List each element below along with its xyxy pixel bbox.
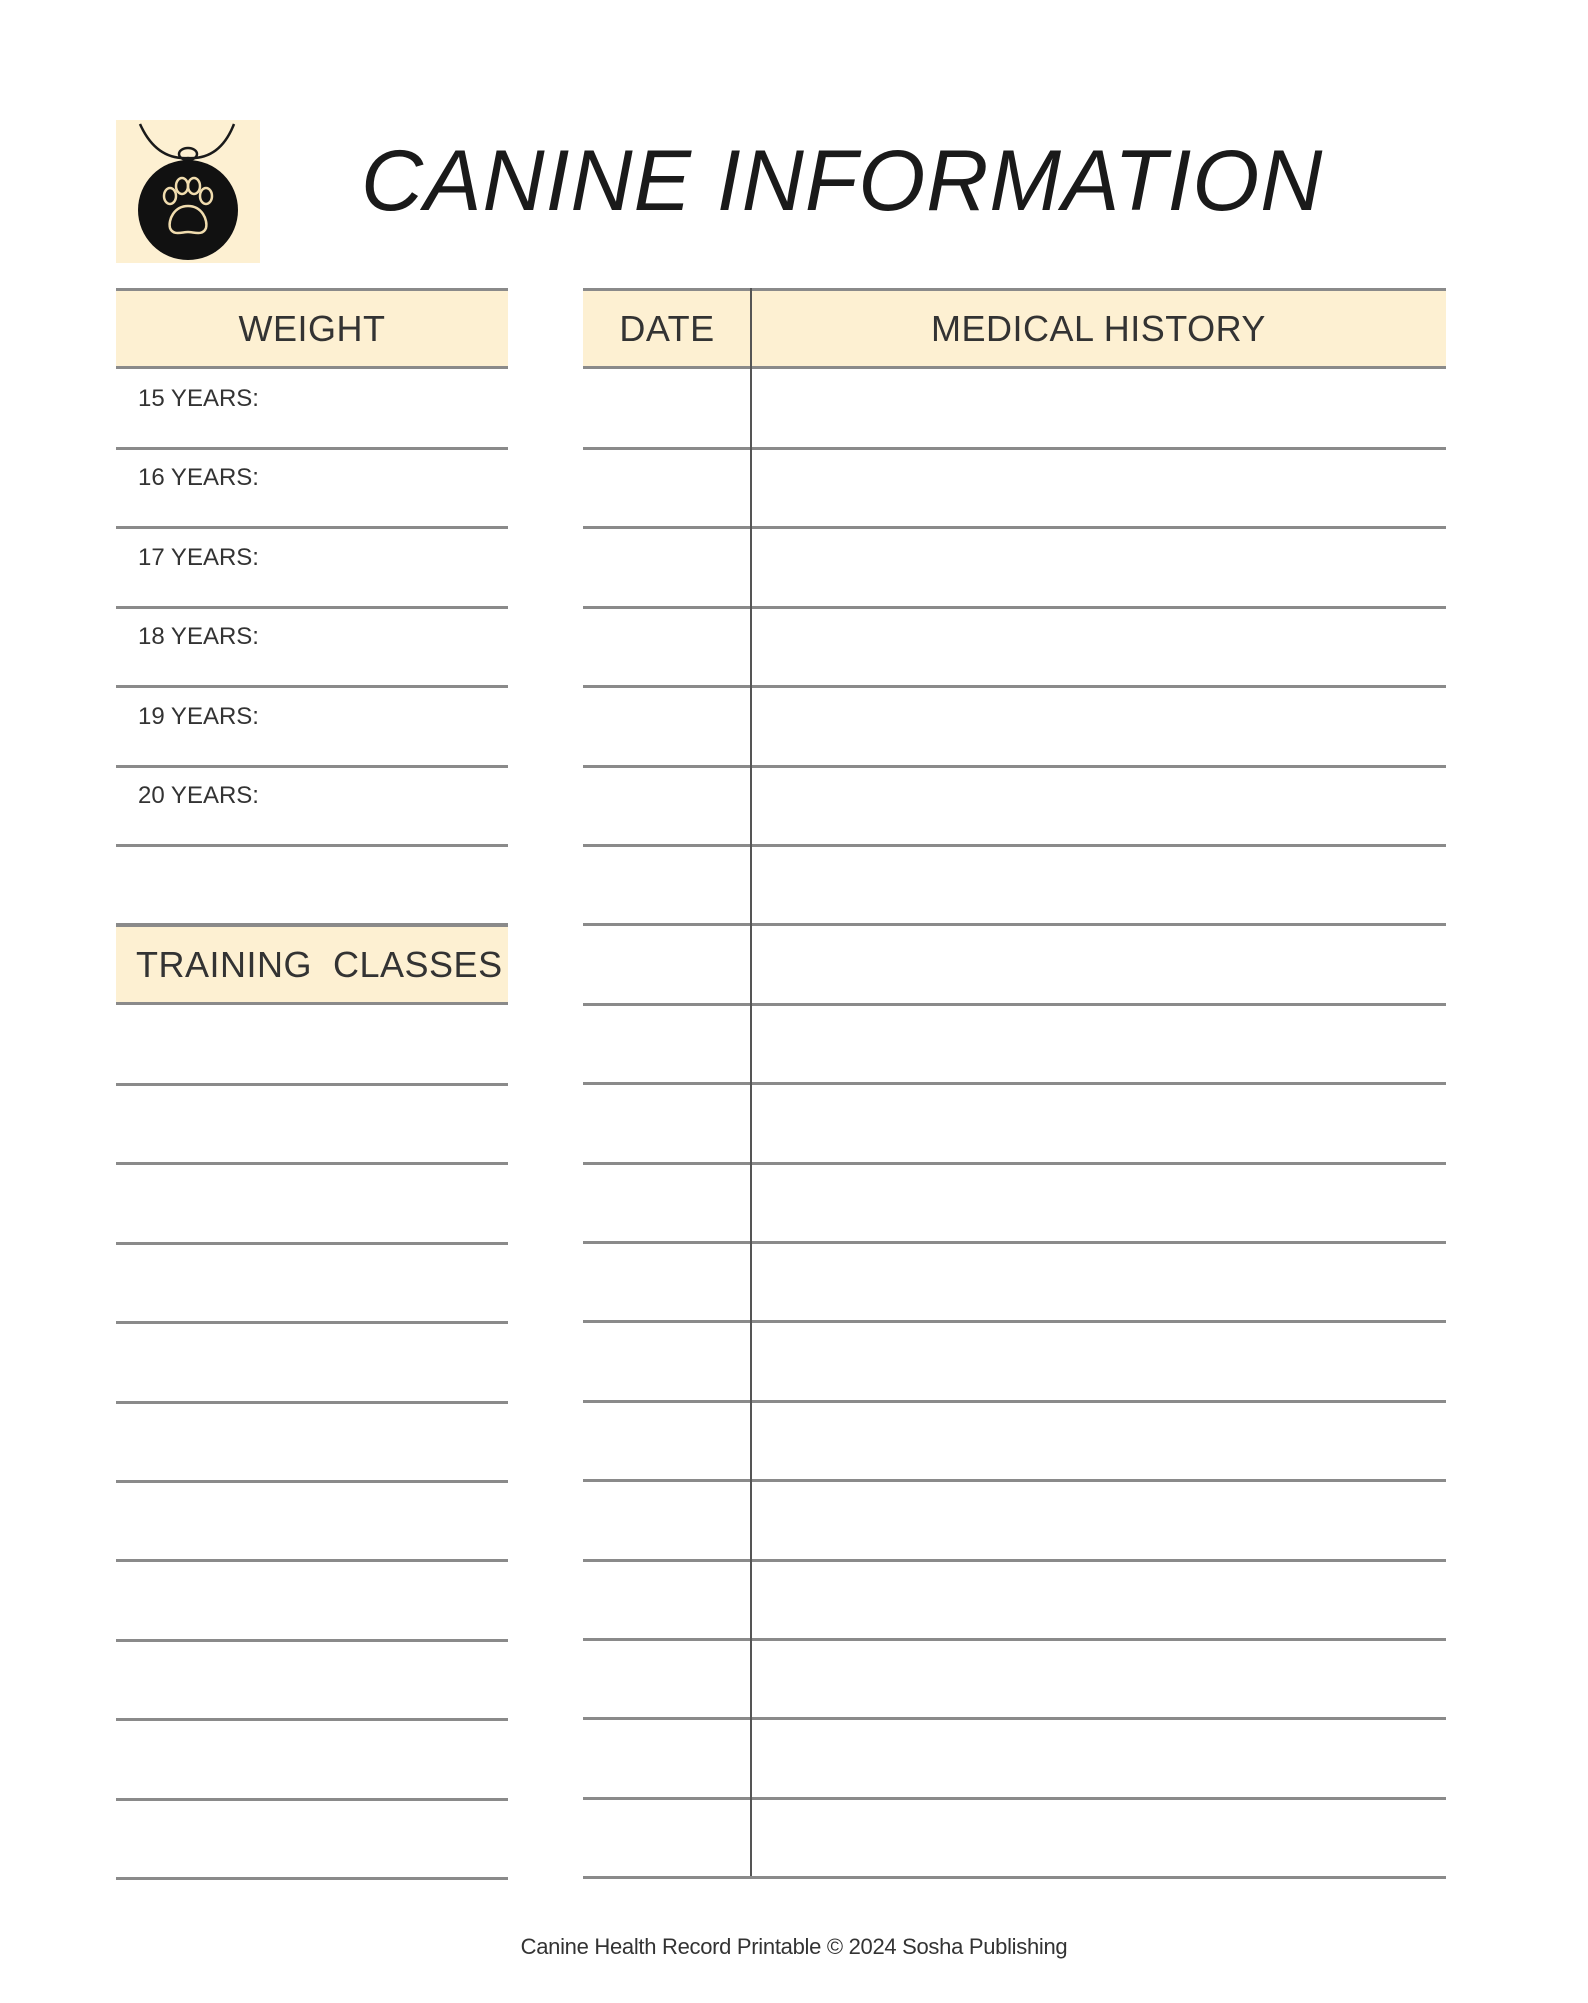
training-class-entry[interactable]: [116, 1084, 508, 1163]
date-header: DATE: [583, 288, 751, 369]
weight-row-label: 16 YEARS:: [138, 464, 259, 492]
medical-history-cell[interactable]: [752, 448, 1446, 527]
training-class-entry[interactable]: [116, 1799, 508, 1878]
date-cell[interactable]: [583, 1639, 750, 1718]
weight-row-line: [116, 844, 508, 847]
date-cell[interactable]: [583, 369, 750, 448]
medical-history-cell[interactable]: [752, 1560, 1446, 1639]
weight-row[interactable]: [116, 369, 508, 448]
date-cell[interactable]: [583, 1560, 750, 1639]
medical-row-line: [583, 1876, 1446, 1879]
medical-history-cell[interactable]: [752, 766, 1446, 845]
training-classes-header: TRAINING CLASSES: [116, 924, 508, 1005]
weight-row[interactable]: [116, 607, 508, 686]
medical-history-cell[interactable]: [752, 687, 1446, 766]
date-cell[interactable]: [583, 1798, 750, 1877]
training-class-entry[interactable]: [116, 1402, 508, 1481]
training-class-entry[interactable]: [116, 1561, 508, 1640]
logo: [116, 120, 260, 263]
date-cell[interactable]: [583, 766, 750, 845]
weight-row-label: 15 YEARS:: [138, 385, 259, 412]
date-cell[interactable]: [583, 1719, 750, 1798]
medical-history-header: MEDICAL HISTORY: [751, 288, 1446, 369]
weight-row-label: 18 YEARS:: [138, 623, 259, 651]
training-class-entry[interactable]: [116, 1164, 508, 1243]
date-cell[interactable]: [583, 1242, 750, 1321]
date-cell[interactable]: [583, 1004, 750, 1083]
training-row-line: [116, 1877, 508, 1880]
medical-history-cell[interactable]: [752, 1004, 1446, 1083]
weight-row[interactable]: [116, 448, 508, 527]
date-cell[interactable]: [583, 1401, 750, 1480]
medical-history-cell[interactable]: [752, 1639, 1446, 1718]
medical-history-cell[interactable]: [752, 528, 1446, 607]
training-class-entry[interactable]: [116, 1720, 508, 1799]
medical-history-cell[interactable]: [752, 369, 1446, 448]
date-cell[interactable]: [583, 1322, 750, 1401]
training-class-entry[interactable]: [116, 1243, 508, 1322]
weight-row-label: 17 YEARS:: [138, 543, 259, 571]
weight-row[interactable]: [116, 766, 508, 845]
medical-history-cell[interactable]: [752, 845, 1446, 924]
page-title: CANINE INFORMATION: [361, 133, 1324, 229]
medical-history-cell[interactable]: [752, 1163, 1446, 1242]
date-cell[interactable]: [583, 607, 750, 686]
date-cell[interactable]: [583, 687, 750, 766]
medical-history-cell[interactable]: [752, 1481, 1446, 1560]
training-class-entry[interactable]: [116, 1640, 508, 1719]
paw-tag-icon: [116, 120, 260, 263]
date-cell[interactable]: [583, 448, 750, 527]
date-cell[interactable]: [583, 1084, 750, 1163]
training-class-entry[interactable]: [116, 1005, 508, 1084]
medical-history-cell[interactable]: [752, 925, 1446, 1004]
date-cell[interactable]: [583, 1163, 750, 1242]
weight-row[interactable]: [116, 528, 508, 607]
medical-history-cell[interactable]: [752, 1322, 1446, 1401]
date-cell[interactable]: [583, 925, 750, 1004]
training-class-entry[interactable]: [116, 1481, 508, 1560]
medical-history-cell[interactable]: [752, 1719, 1446, 1798]
weight-row-label: 19 YEARS:: [138, 702, 259, 730]
medical-history-cell[interactable]: [752, 1084, 1446, 1163]
date-cell[interactable]: [583, 528, 750, 607]
footer-copyright: Canine Health Record Printable © 2024 Sosha Publishing: [520, 1934, 1068, 1959]
date-cell[interactable]: [583, 1481, 750, 1560]
weight-row-label: 20 YEARS:: [138, 782, 259, 809]
medical-history-cell[interactable]: [752, 1798, 1446, 1877]
medical-history-cell[interactable]: [752, 1242, 1446, 1321]
medical-history-cell[interactable]: [752, 607, 1446, 686]
date-column-divider: [750, 288, 752, 1876]
date-cell[interactable]: [583, 845, 750, 924]
weight-header: WEIGHT: [116, 288, 508, 369]
weight-row[interactable]: [116, 687, 508, 766]
training-class-entry[interactable]: [116, 1323, 508, 1402]
medical-history-cell[interactable]: [752, 1401, 1446, 1480]
